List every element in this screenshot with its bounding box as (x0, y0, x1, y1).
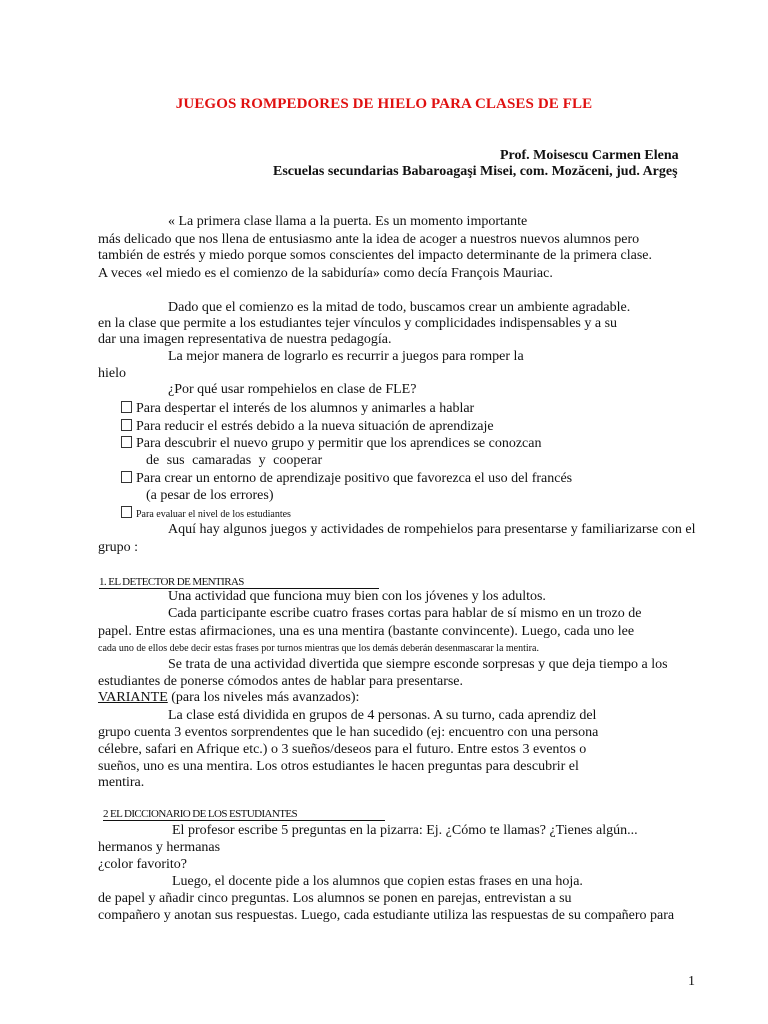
intro-line: A veces «el miedo es el comienzo de la sabiduría» como decía François Mauriac. (98, 266, 553, 281)
school-name: Escuelas secundarias Babaroagaşi Misei, com. Mozăceni, jud. Argeş (273, 164, 678, 179)
checkbox-icon (121, 436, 132, 448)
variant-text: grupo cuenta 3 eventos sorprendentes que le han sucedido (ej: encuentro con una persona (98, 725, 599, 740)
section-line: El profesor escribe 5 preguntas en la pizarra: Ej. ¿Cómo te llamas? ¿Tienes algún... (172, 823, 638, 838)
checkbox-icon (121, 401, 132, 413)
section-line: de papel y añadir cinco preguntas. Los alumnos se ponen en parejas, entrevistan a su (98, 891, 572, 906)
section-line: Luego, el docente pide a los alumnos que copien estas frases en una hoja. (172, 874, 583, 889)
games-intro-line: grupo : (98, 540, 139, 555)
bullet-continuation: (a pesar de los errores) (146, 488, 274, 503)
bullet-item: Para reducir el estrés debido a la nueva situación de aprendizaje (121, 419, 494, 435)
intro-line: « La primera clase llama a la puerta. Es un momento importante (168, 214, 528, 229)
bullet-continuation: de sus camaradas y cooperar (146, 453, 323, 468)
page-number: 1 (688, 974, 695, 989)
games-intro-line: Aquí hay algunos juegos y actividades de rompehielos para presentarse y familiarizarse con el (168, 522, 696, 537)
checkbox-icon (121, 506, 132, 518)
variant-text: mentira. (98, 775, 145, 790)
heading-underline (103, 820, 385, 821)
paragraph-line: Dado que el comienzo es la mitad de todo, buscamos crear un ambiente agradable. (168, 300, 631, 315)
bullet-item: Para descubrir el nuevo grupo y permitir que los aprendices se conozcan (121, 436, 541, 452)
paragraph-line: dar una imagen representativa de nuestra pedagogía. (98, 332, 392, 347)
section-heading: 2 EL DICCIONARIO DE LOS ESTUDIANTES (103, 808, 297, 820)
paragraph-line: en la clase que permite a los estudiantes tejer vínculos y complicidades indispensables y a su (98, 316, 618, 331)
section-heading: 1. EL DETECTOR DE MENTIRAS (99, 576, 244, 588)
section-line: estudiantes de ponerse cómodos antes de hablar para presentarse. (98, 674, 464, 689)
bullet-item: Para crear un entorno de aprendizaje positivo que favorezca el uso del francés (121, 471, 572, 487)
variant-text: célebre, safari en Afrique etc.) o 3 sueños/deseos para el futuro. Entre estos 3 eventos o (98, 742, 587, 757)
bullet-item: Para evaluar el nivel de los estudiantes (121, 506, 291, 523)
question-line: ¿Por qué usar rompehielos en clase de FLE? (168, 382, 417, 397)
variant-text: sueños, uno es una mentira. Los otros estudiantes le hacen preguntas para descubrir el (98, 759, 579, 774)
section-line: hermanos y hermanas (98, 840, 221, 855)
intro-line: también de estrés y miedo porque somos conscientes del impacto determinante de la primera clase. (98, 248, 652, 263)
section-line: compañero y anotan sus respuestas. Luego, cada estudiante utiliza las respuestas de su compañero para (98, 908, 675, 923)
author-name: Prof. Moisescu Carmen Elena (500, 148, 679, 163)
paragraph-line: La mejor manera de lograrlo es recurrir a juegos para romper la (168, 349, 524, 364)
checkbox-icon (121, 471, 132, 483)
variant-text: La clase está dividida en grupos de 4 personas. A su turno, cada aprendiz del (168, 708, 597, 723)
section-line: Se trata de una actividad divertida que siempre esconde sorpresas y que deja tiempo a los (168, 657, 668, 672)
variant-line: VARIANTE (para los niveles más avanzados): (98, 690, 360, 705)
bullet-item: Para despertar el interés de los alumnos y animarles a hablar (121, 401, 474, 417)
paragraph-line: hielo (98, 366, 126, 381)
section-line: papel. Entre estas afirmaciones, una es una mentira (bastante convincente). Luego, cada uno lee (98, 624, 635, 639)
intro-line: más delicado que nos llena de entusiasmo ante la idea de acoger a nuestros nuevos alumnos pero (98, 232, 640, 247)
variant-label: VARIANTE (98, 690, 168, 705)
section-line: Cada participante escribe cuatro frases cortas para hablar de sí mismo en un trozo de (168, 606, 642, 621)
section-line-small: cada uno de ellos debe decir estas frases por turnos mientras que los demás deberán desenmascarar la mentira. (98, 643, 539, 654)
checkbox-icon (121, 419, 132, 431)
document-title: JUEGOS ROMPEDORES DE HIELO PARA CLASES DE FLE (175, 96, 593, 112)
section-line: ¿color favorito? (98, 857, 188, 872)
section-line: Una actividad que funciona muy bien con los jóvenes y los adultos. (168, 589, 546, 604)
